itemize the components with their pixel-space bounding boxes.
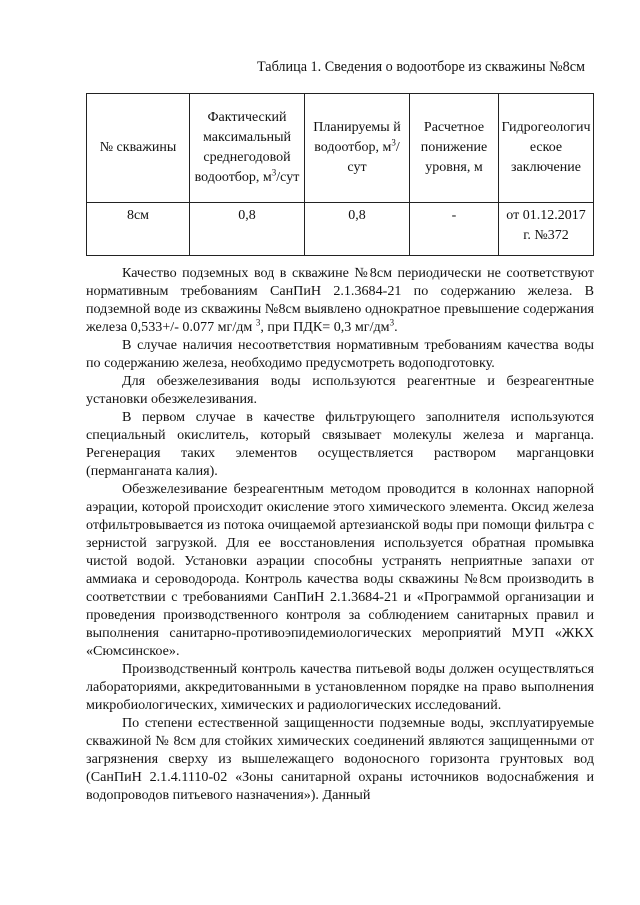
cell-level-drop: - [410,203,499,256]
paragraph-water-treatment-need: В случае наличия несоответствия нормативным требованиям качества воды по содержанию железа, необходимо предусмотреть водоподготовку. [86,337,594,371]
paragraph-deironing-types: Для обезжелезивания воды используются реагентные и безреагентные установки обезжелезивания. [86,373,594,407]
header-planned-intake: Планируемы й водоотбор, $м^3$/сут [305,94,410,203]
cell-hydro-conclusion: от 01.12.2017 г. №372 [499,203,594,256]
header-hydro-conclusion: Гидрогеологич еское заключение [499,94,594,203]
table-row [87,203,594,256]
paragraph-protection-degree: По степени естественной защищенности подземные воды, эксплуатируемые скважиной № 8см для стойких химических соединений являются защищенными от загрязнения сверху из вышележащего водоносного горизонта грунтовых вод (СанПиН 2.1.4.1110-02 «Зоны санитарной охраны источников водоснабжения и водопроводов питьевого назначения»). Данный [86,715,594,803]
cell-planned-intake: 0,8 [305,203,410,256]
water-intake-table [86,93,594,256]
paragraph-production-control: Производственный контроль качества питьевой воды должен осуществляться лабораториями, аккредитованными в установленном порядке на право выполнения микробиологических, химических и радиологических исследований. [86,661,594,713]
header-well-number: № скважины [87,94,190,203]
paragraph-water-quality: Качество подземных вод в скважине №8см периодически не соответствуют нормативным требованиям СанПиН 2.1.3684-21 по содержанию железа. В подземной воде из скважины №8см выявлено однократное превышение содержания железа 0,533+/- 0.077 мг/дм $^3$, при ПДК= 0,3 $мг/дм^3$. [86,265,594,335]
table-caption: Таблица 1. Сведения о водоотборе из скважины №8см [256,59,585,75]
document-body [86,264,594,804]
cell-well-number: 8см [87,203,190,256]
table-header-row [87,94,594,203]
paragraph-reagent-method: В первом случае в качестве фильтрующего заполнителя используются специальный окислитель, который связывает молекулы железа и марганца. Регенерация таких элементов осуществляется раствором марганцовки (перманганата калия). [86,409,594,479]
header-level-drop: Расчетное понижение уровня, м [410,94,499,203]
cell-actual-intake: 0,8 [190,203,305,256]
paragraph-reagentless-method: Обезжелезивание безреагентным методом проводится в колоннах напорной аэрации, которой происходит окисление этого химического элемента. Оксид железа отфильтровывается из потока очищаемой артезианской воды при помощи фильтра с зернистой загрузкой. Для ее восстановления используется обратная промывка чистой водой. Установки аэрации способны устранять неприятные запахи от аммиака и сероводорода. Контроль качества воды скважины №8см производить в соответствии с требованиями СанПиН 2.1.3684-21 и «Программой организации и проведения производственного контроля за соблюдением санитарных правил и выполнения санитарно-противоэпидемиологических мероприятий МУП «ЖКХ «Сюмсинское». [86,481,594,659]
header-actual-intake: Фактический максимальный среднегодовой водоотбор, $м^3$/сут [190,94,305,203]
